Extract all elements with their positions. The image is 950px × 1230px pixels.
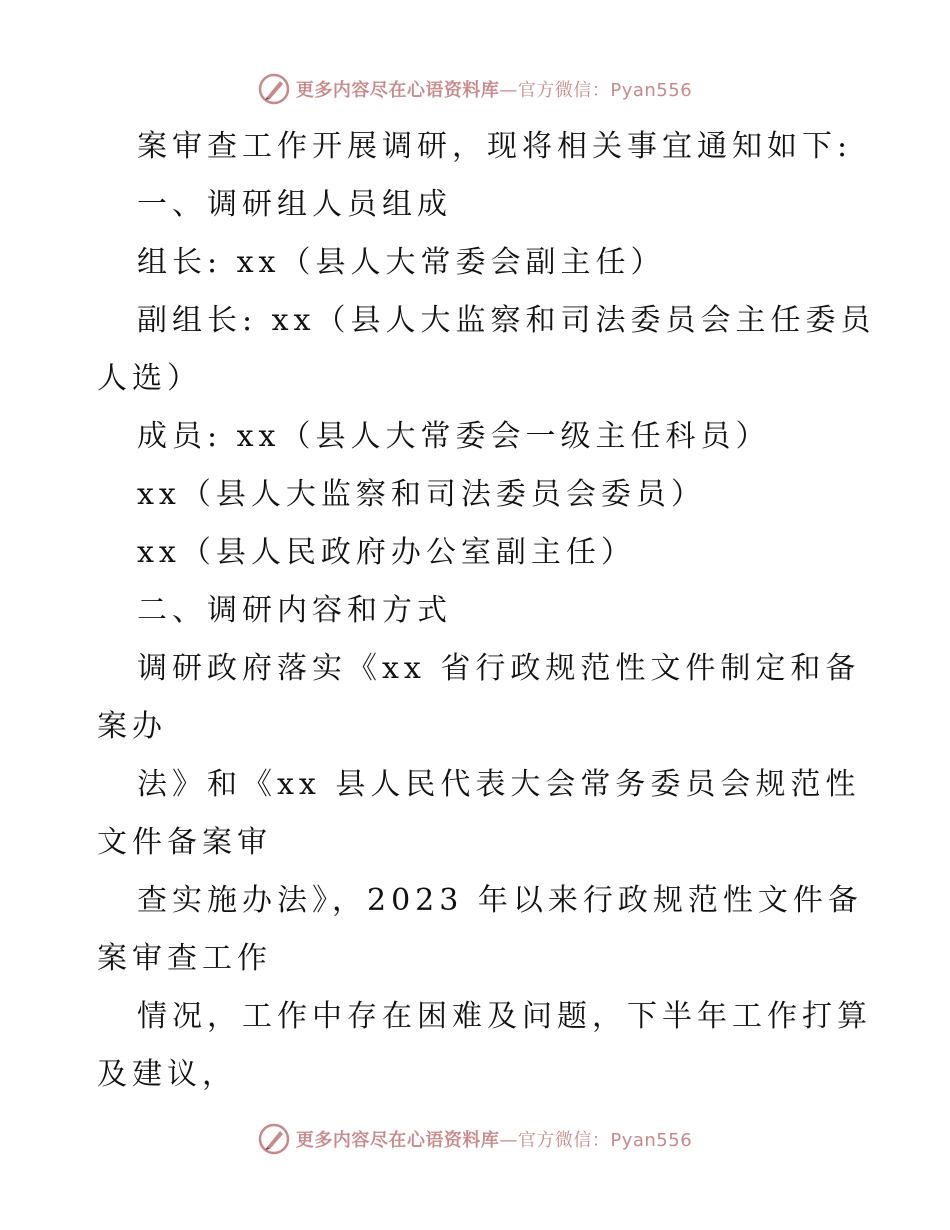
quill-pen-icon xyxy=(258,73,290,105)
footer-banner-text xyxy=(296,1126,692,1152)
document-body xyxy=(97,118,876,1104)
body-line: 文件备案审 xyxy=(97,825,272,860)
body-line: 及建议， xyxy=(97,1057,237,1092)
section-heading-1: 一、调研组人员组成 xyxy=(137,187,452,222)
quill-pen-icon xyxy=(258,1123,290,1155)
footer-banner-wechat-id: Pyan556 xyxy=(610,1130,693,1151)
footer-banner xyxy=(0,1122,950,1156)
header-banner-separator: — xyxy=(499,80,518,101)
body-line: 调研政府落实《xx 省行政规范性文件制定和备 xyxy=(137,651,861,686)
body-line: 法》和《xx 县人民代表大会常务委员会规范性 xyxy=(137,767,861,802)
footer-banner-slogan: 更多内容尽在心语资料库 xyxy=(295,1130,500,1151)
body-line: 案审查工作开展调研，现将相关事宜通知如下: xyxy=(137,129,853,164)
header-banner-wechat-label: 官方微信： xyxy=(517,80,611,101)
section-heading-2: 二、调研内容和方式 xyxy=(137,593,452,628)
header-banner-slogan: 更多内容尽在心语资料库 xyxy=(295,80,500,101)
body-line: xx（县人民政府办公室副主任） xyxy=(137,535,636,570)
body-line: 副组长: xx（县人大监察和司法委员会主任委员 xyxy=(137,303,876,338)
body-line: 成员: xx（县人大常委会一级主任科员） xyxy=(137,419,771,454)
body-line: 组长: xx（县人大常委会副主任） xyxy=(137,245,666,280)
body-line: xx（县人大监察和司法委员会委员） xyxy=(137,477,706,512)
body-line: 案审查工作 xyxy=(97,941,272,976)
body-line: 人选） xyxy=(97,361,202,396)
header-banner-wechat-id: Pyan556 xyxy=(610,80,693,101)
body-line: 情况，工作中存在困难及问题，下半年工作打算 xyxy=(137,999,872,1034)
footer-banner-separator: — xyxy=(499,1130,518,1151)
header-banner xyxy=(0,72,950,106)
body-line: 查实施办法》，2023 年以来行政规范性文件备 xyxy=(137,883,863,918)
header-banner-text xyxy=(296,76,692,102)
body-line: 案办 xyxy=(97,709,167,744)
footer-banner-wechat-label: 官方微信： xyxy=(517,1130,611,1151)
